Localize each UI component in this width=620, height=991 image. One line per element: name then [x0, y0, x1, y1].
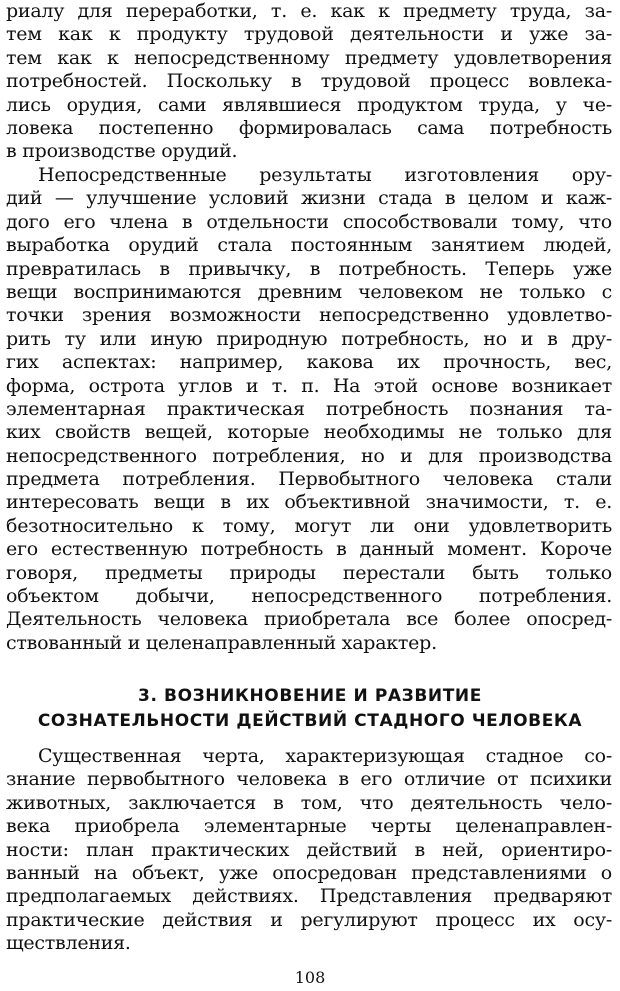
paragraph-3: [6, 745, 612, 956]
text-line: рить ту или иную природную потребность, но и в дру-: [6, 327, 612, 350]
text-line: Деятельность человека приобретала все более опосред-: [6, 608, 612, 631]
paragraph-2: [6, 164, 612, 655]
text-line: дий — улучшение условий жизни стада в целом и каж-: [6, 187, 612, 210]
text-line: форма, острота углов и т. п. На этой основе возникает: [6, 374, 612, 397]
text-line: безотносительно к тому, могут ли они удовлетворить: [6, 514, 612, 537]
text-line: Непосредственные результаты изготовления ору-: [38, 164, 612, 186]
text-line: вещи воспринимаются древним человеком не только с: [6, 280, 612, 303]
text-line: ванный на объект, уже опосредован представлениями о: [6, 861, 612, 884]
page-number: 108: [294, 968, 326, 987]
section-heading-line-1: 3. ВОЗНИКНОВЕНИЕ И РАЗВИТИЕ: [138, 686, 482, 706]
text-line: века приобрела элементарные черты целенаправлен-: [6, 815, 612, 838]
text-line: Существенная черта, характеризующая стадное со-: [38, 745, 612, 767]
text-line: гих аспектах: например, какова их прочность, вес,: [6, 351, 612, 374]
text-line: превратилась в привычку, в потребность. Теперь уже: [6, 257, 612, 280]
section-heading-line-2: СОЗНАТЕЛЬНОСТИ ДЕЙСТВИЙ СТАДНОГО ЧЕЛОВЕКА: [37, 711, 583, 731]
text-line: элементарная практическая потребность познания та-: [6, 397, 612, 420]
text-line: тем как к непосредственному предмету удовлетворения: [6, 46, 612, 69]
text-line: ловека постепенно формировалась сама потребность: [6, 116, 612, 139]
text-line: ких свойств вещей, которые необходимы не только для: [6, 421, 612, 444]
text-line: практические действия и регулируют процесс их осу-: [6, 908, 612, 931]
text-line: риалу для переработки, т. е. как к предмету труда, за-: [6, 0, 612, 22]
text-line: тем как к продукту трудовой деятельности и уже за-: [6, 23, 612, 46]
text-line: знание первобытного человека в его отличие от психики: [6, 768, 612, 791]
text-line: точки зрения возможности непосредственно удовлетво-: [6, 304, 612, 327]
text-line: лись орудия, сами являвшиеся продуктом труда, у че-: [6, 93, 612, 116]
text-line: ности: план практических действий в ней, ориентиро-: [6, 838, 612, 861]
text-line: животных, заключается в том, что деятельность чело-: [6, 791, 612, 814]
text-line: ществления.: [6, 932, 131, 955]
text-line: предмета потребления. Первобытного человека стали: [6, 468, 612, 491]
text-line: потребностей. Поскольку в трудовой процесс вовлека-: [6, 70, 612, 93]
text-line: непосредственного потребления, но и для производства: [6, 444, 612, 467]
text-line: его естественную потребность в данный момент. Короче: [6, 538, 612, 561]
text-line: предполагаемых действиях. Представления предваряют: [6, 885, 612, 908]
text-line: выработка орудий стала постоянным занятием людей,: [6, 234, 612, 257]
text-line: в производстве орудий.: [6, 140, 238, 163]
paragraph-1: [6, 0, 612, 164]
text-line: дого его члена в отдельности способствовали тому, что: [6, 210, 612, 233]
text-line: интересовать вещи в их объективной значимости, т. е.: [6, 491, 612, 514]
text-line: говоря, предметы природы перестали быть только: [6, 561, 612, 584]
text-line: объектом добычи, непосредственного потребления.: [6, 585, 612, 608]
section-heading: [0, 684, 620, 734]
text-line: ствованный и целенаправленный характер.: [6, 631, 437, 654]
